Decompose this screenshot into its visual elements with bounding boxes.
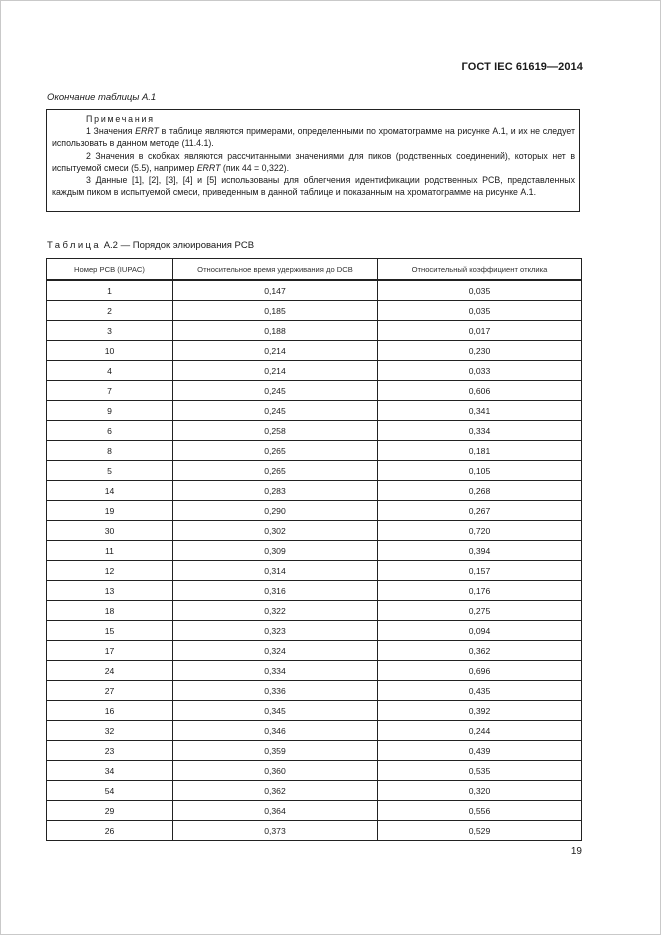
cell-response-factor: 0,720 [378,521,582,541]
table-row [47,821,582,841]
cell-response-factor: 0,341 [378,401,582,421]
cell-pcb-number: 13 [47,581,173,601]
cell-response-factor: 0,267 [378,501,582,521]
cell-pcb-number: 34 [47,761,173,781]
cell-pcb-number: 23 [47,741,173,761]
page-number: 19 [570,846,582,857]
cell-retention-time: 0,214 [173,361,378,381]
cell-response-factor: 0,275 [378,601,582,621]
cell-response-factor: 0,535 [378,761,582,781]
cell-response-factor: 0,606 [378,381,582,401]
cell-response-factor: 0,392 [378,701,582,721]
cell-response-factor: 0,334 [378,421,582,441]
cell-response-factor: 0,362 [378,641,582,661]
cell-retention-time: 0,323 [173,621,378,641]
cell-retention-time: 0,245 [173,381,378,401]
cell-pcb-number: 27 [47,681,173,701]
table-row [47,341,582,361]
table-body [47,280,582,841]
table-row [47,280,582,301]
cell-pcb-number: 32 [47,721,173,741]
cell-pcb-number: 11 [47,541,173,561]
cell-pcb-number: 24 [47,661,173,681]
cell-response-factor: 0,394 [378,541,582,561]
table-row [47,541,582,561]
cell-retention-time: 0,324 [173,641,378,661]
cell-retention-time: 0,147 [173,280,378,301]
cell-retention-time: 0,283 [173,481,378,501]
cell-retention-time: 0,346 [173,721,378,741]
cell-response-factor: 0,435 [378,681,582,701]
cell-retention-time: 0,360 [173,761,378,781]
note-3: 3 Данные [1], [2], [3], [4] и [5] использованы для облегчения идентификации родственных PCB, представленных каждым пиком в испытуемой смеси, приведенным в данной таблице и показанным на хроматограмме на рисунке А.1. [52,175,575,198]
table-row [47,361,582,381]
table-row [47,761,582,781]
cell-response-factor: 0,035 [378,280,582,301]
cell-response-factor: 0,320 [378,781,582,801]
cell-retention-time: 0,336 [173,681,378,701]
cell-pcb-number: 17 [47,641,173,661]
cell-response-factor: 0,244 [378,721,582,741]
cell-response-factor: 0,181 [378,441,582,461]
cell-retention-time: 0,309 [173,541,378,561]
table-row [47,381,582,401]
cell-response-factor: 0,017 [378,321,582,341]
table-row [47,781,582,801]
column-header-response-factor: Относительный коэффициент отклика [378,259,582,281]
table-row [47,301,582,321]
cell-pcb-number: 4 [47,361,173,381]
cell-response-factor: 0,230 [378,341,582,361]
table-row [47,581,582,601]
table-continuation-label: Окончание таблицы А.1 [47,92,157,103]
cell-response-factor: 0,105 [378,461,582,481]
table-row [47,461,582,481]
cell-pcb-number: 8 [47,441,173,461]
cell-response-factor: 0,439 [378,741,582,761]
table-row [47,321,582,341]
table-row [47,801,582,821]
note-1: 1 Значения ERRT в таблице являются примерами, определенными по хроматограмме на рисунке А.1, и их не следует использовать в данном методе (11.4.1). [52,126,575,149]
cell-response-factor: 0,157 [378,561,582,581]
table-title-prefix: Таблица [47,240,102,251]
cell-pcb-number: 1 [47,280,173,301]
cell-pcb-number: 5 [47,461,173,481]
cell-retention-time: 0,302 [173,521,378,541]
notes-heading: Примечания [86,114,155,124]
note-2: 2 Значения в скобках являются рассчитанными значениями для пиков (родственных соединений), которых нет в испытуемой смеси (5.5), например ERRT (пик 44 = 0,322). [52,150,575,173]
cell-pcb-number: 16 [47,701,173,721]
pcb-elution-table [46,258,582,841]
cell-retention-time: 0,214 [173,341,378,361]
column-header-pcb-number: Номер PCB (IUPAC) [47,259,173,281]
cell-response-factor: 0,529 [378,821,582,841]
cell-retention-time: 0,334 [173,661,378,681]
table-row [47,441,582,461]
table-row [47,601,582,621]
table-header-row [47,259,582,281]
cell-pcb-number: 30 [47,521,173,541]
cell-retention-time: 0,265 [173,461,378,481]
table-row [47,561,582,581]
cell-pcb-number: 2 [47,301,173,321]
cell-retention-time: 0,373 [173,821,378,841]
cell-pcb-number: 7 [47,381,173,401]
cell-pcb-number: 9 [47,401,173,421]
cell-response-factor: 0,035 [378,301,582,321]
column-header-retention-time: Относительное время удерживания до DCB [173,259,378,281]
cell-pcb-number: 26 [47,821,173,841]
cell-retention-time: 0,245 [173,401,378,421]
cell-response-factor: 0,094 [378,621,582,641]
cell-retention-time: 0,362 [173,781,378,801]
table-row [47,421,582,441]
cell-retention-time: 0,314 [173,561,378,581]
cell-retention-time: 0,185 [173,301,378,321]
table-row [47,641,582,661]
cell-pcb-number: 54 [47,781,173,801]
cell-retention-time: 0,258 [173,421,378,441]
table-title-text: А.2 — Порядок элюирования PCB [101,240,255,251]
cell-pcb-number: 19 [47,501,173,521]
cell-pcb-number: 12 [47,561,173,581]
cell-retention-time: 0,188 [173,321,378,341]
cell-response-factor: 0,033 [378,361,582,381]
table-row [47,481,582,501]
table-row [47,521,582,541]
cell-pcb-number: 18 [47,601,173,621]
table-row [47,661,582,681]
standard-header: ГОСТ IEC 61619—2014 [461,61,583,73]
notes-box [46,109,580,212]
cell-pcb-number: 15 [47,621,173,641]
cell-response-factor: 0,268 [378,481,582,501]
table-row [47,701,582,721]
table-row [47,621,582,641]
cell-retention-time: 0,322 [173,601,378,621]
cell-response-factor: 0,696 [378,661,582,681]
cell-retention-time: 0,290 [173,501,378,521]
cell-pcb-number: 6 [47,421,173,441]
table-row [47,741,582,761]
cell-retention-time: 0,359 [173,741,378,761]
table-row [47,721,582,741]
table-row [47,501,582,521]
cell-retention-time: 0,316 [173,581,378,601]
table-title [47,240,254,251]
cell-retention-time: 0,345 [173,701,378,721]
table-row [47,681,582,701]
cell-retention-time: 0,265 [173,441,378,461]
cell-pcb-number: 10 [47,341,173,361]
table-row [47,401,582,421]
cell-pcb-number: 29 [47,801,173,821]
cell-pcb-number: 3 [47,321,173,341]
cell-response-factor: 0,176 [378,581,582,601]
cell-response-factor: 0,556 [378,801,582,821]
cell-pcb-number: 14 [47,481,173,501]
cell-retention-time: 0,364 [173,801,378,821]
